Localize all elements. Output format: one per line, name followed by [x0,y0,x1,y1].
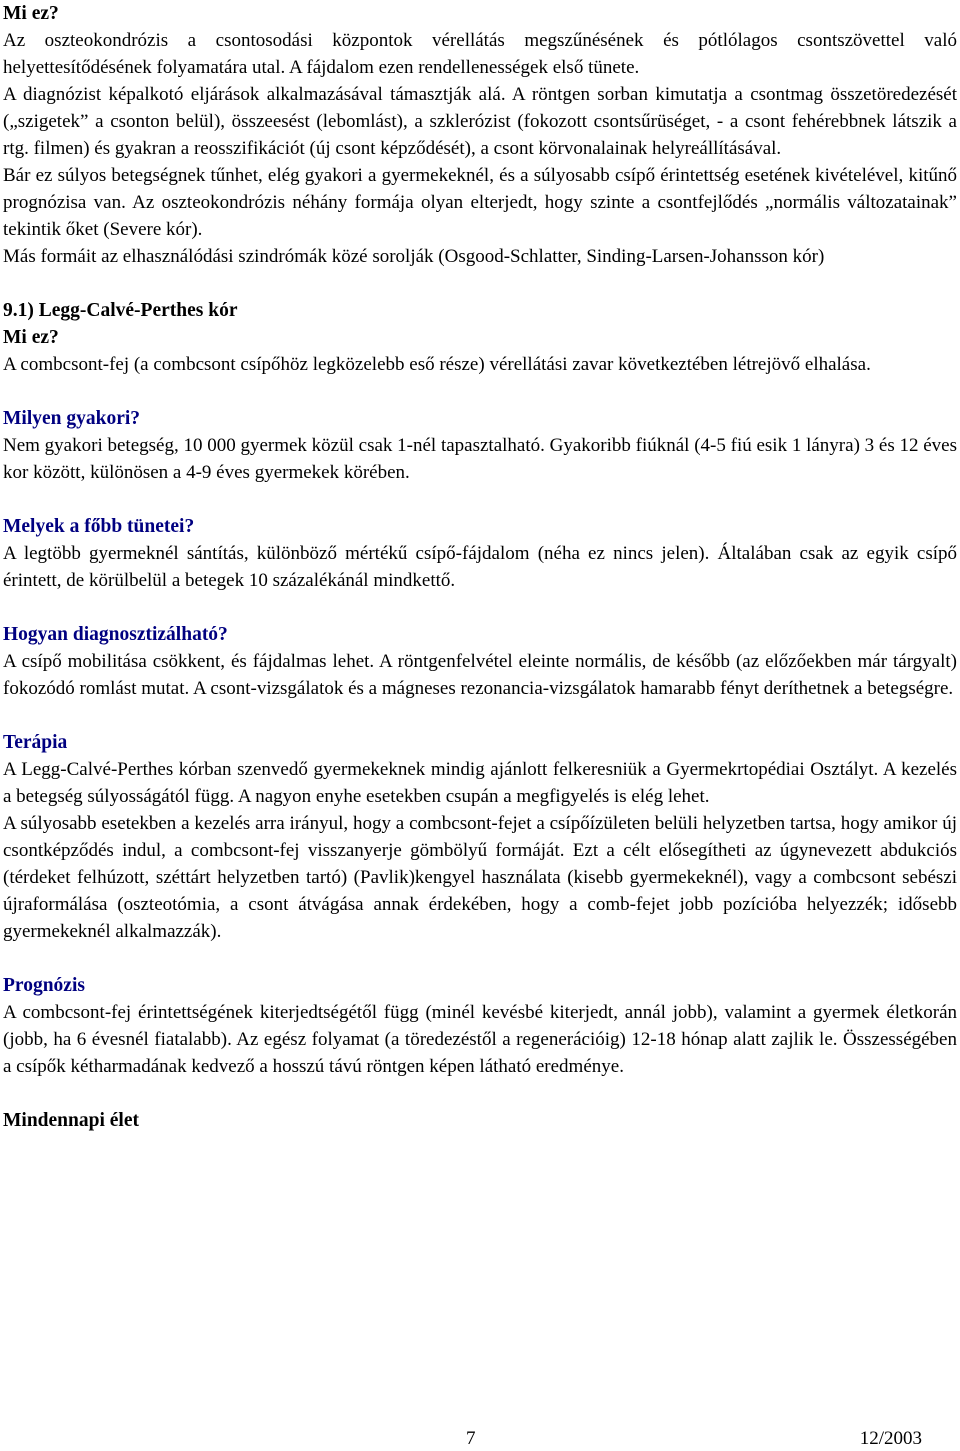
symptoms-text: A legtöbb gyermeknél sántítás, különböző mértékű csípő-fájdalom (néha ez nincs jelen). Általában csak az egyik csípő érintett, de körülbelül a betegek 10 százalékánál mindkettő. [3,543,957,591]
frequency-heading: Milyen gyakori? [3,408,141,429]
document-page [3,0,957,1134]
frequency-text: Nem gyakori betegség, 10 000 gyermek közül csak 1-nél tapasztalható. Gyakoribb fiúknál (4-5 fiú esik 1 lányra) 3 és 12 éves kor között, különösen a 4-9 éves gyermekek körében. [3,435,957,483]
intro-paragraph-2: A diagnózist képalkotó eljárások alkalmazásával támasztják alá. A röntgen sorban kimutatja a csontmag összetöredezését („szigetek” a csonton belül), összeesést (lebomlást), a szklerózist (fokozott csontsűrüséget, - a csont fehérebbnek látszik a rtg. filmen) és gyakran a reosszifikációt (új csont képződését), a csont körvonalainak helyreállításával. [3,84,957,159]
diagnosis-text: A csípő mobilitása csökkent, és fájdalmas lehet. A röntgenfelvétel eleinte normális, de később (az előzőekben már tárgyalt) fokozódó romlást mutat. A csont-vizsgálatok és a mágneses rezonancia-vizsgálatok hamarabb fényt deríthetnek a betegségre. [3,651,957,699]
spacer [3,378,957,405]
spacer [3,1080,957,1107]
what-heading: Mi ez? [3,327,59,348]
symptoms-heading: Melyek a főbb tünetei? [3,516,195,537]
intro-paragraph-1: Az oszteokondrózis a csontosodási központok vérellátás megszűnésének és pótlólagos csontszövettel való helyettesítődésének folyamatára utal. A fájdalom ezen rendellenességek első tünete. [3,30,957,78]
date-code: 12/2003 [859,1428,922,1449]
therapy-paragraph-2: A súlyosabb esetekben a kezelés arra irányul, hogy a combcsont-fejet a csípőízületen belüli helyzetben tartsa, hogy amikor új csontképződés indul, a combcsont-fej visszanyerje gömbölyű formáját. Ezt a célt elősegítheti az úgynevezett abdukciós (térdeket felhúzott, széttárt helyzetben tartó) (Pavlik)kengyel használata (kisebb gyermekeknél), vagy a combcsont sebészi újraformálása (oszteotómia, a csont átvágása annak érdekében, hogy a comb-fejet jobb pozícióba helyezzék; idősebb gyermekeknél alkalmazzák). [3,813,957,942]
spacer [3,702,957,729]
intro-paragraph-3: Bár ez súlyos betegségnek tűnhet, elég gyakori a gyermekeknél, és a súlyosabb csípő érintettség esetének kivételével, kitűnő prognózisa van. Az oszteokondrózis néhány formája olyan elterjedt, hogy szinte a csontfejlődés „normális változatainak” tekintik őket (Severe kór). [3,165,957,240]
prognosis-text: A combcsont-fej érintettségének kiterjedtségétől függ (minél kevésbé kiterjedt, annál jobb), valamint a gyermek életkorán (jobb, ha 6 évesnél fiatalabb). Az egész folyamat (a töredezéstől a regenerációig) 12-18 hónap alatt zajlik le. Összességében a csípők kétharmadának kedvező a hosszú távú röntgen képen látható eredménye. [3,1002,957,1077]
intro-paragraph-4: Más formáit az elhasználódási szindrómák közé sorolják (Osgood-Schlatter, Sinding-Larsen-Johansson kór) [3,246,825,267]
spacer [3,945,957,972]
page-number: 7 [466,1428,476,1449]
diagnosis-heading: Hogyan diagnosztizálható? [3,624,228,645]
spacer [3,270,957,297]
spacer [3,486,957,513]
prognosis-heading: Prognózis [3,975,85,996]
therapy-heading: Terápia [3,732,68,753]
what-text: A combcsont-fej (a combcsont csípőhöz legközelebb eső része) vérellátási zavar következtében létrejövő elhalása. [3,354,871,375]
spacer [3,594,957,621]
daily-life-heading: Mindennapi élet [3,1110,139,1131]
section-title: 9.1) Legg-Calvé-Perthes kór [3,300,238,321]
intro-heading: Mi ez? [3,3,59,24]
therapy-paragraph-1: A Legg-Calvé-Perthes kórban szenvedő gyermekeknek mindig ajánlott felkeresniük a Gyermekrtopédiai Osztályt. A kezelés a betegség súlyosságától függ. A nagyon enyhe esetekben csupán a megfigyelés is elég lehet. [3,759,957,807]
